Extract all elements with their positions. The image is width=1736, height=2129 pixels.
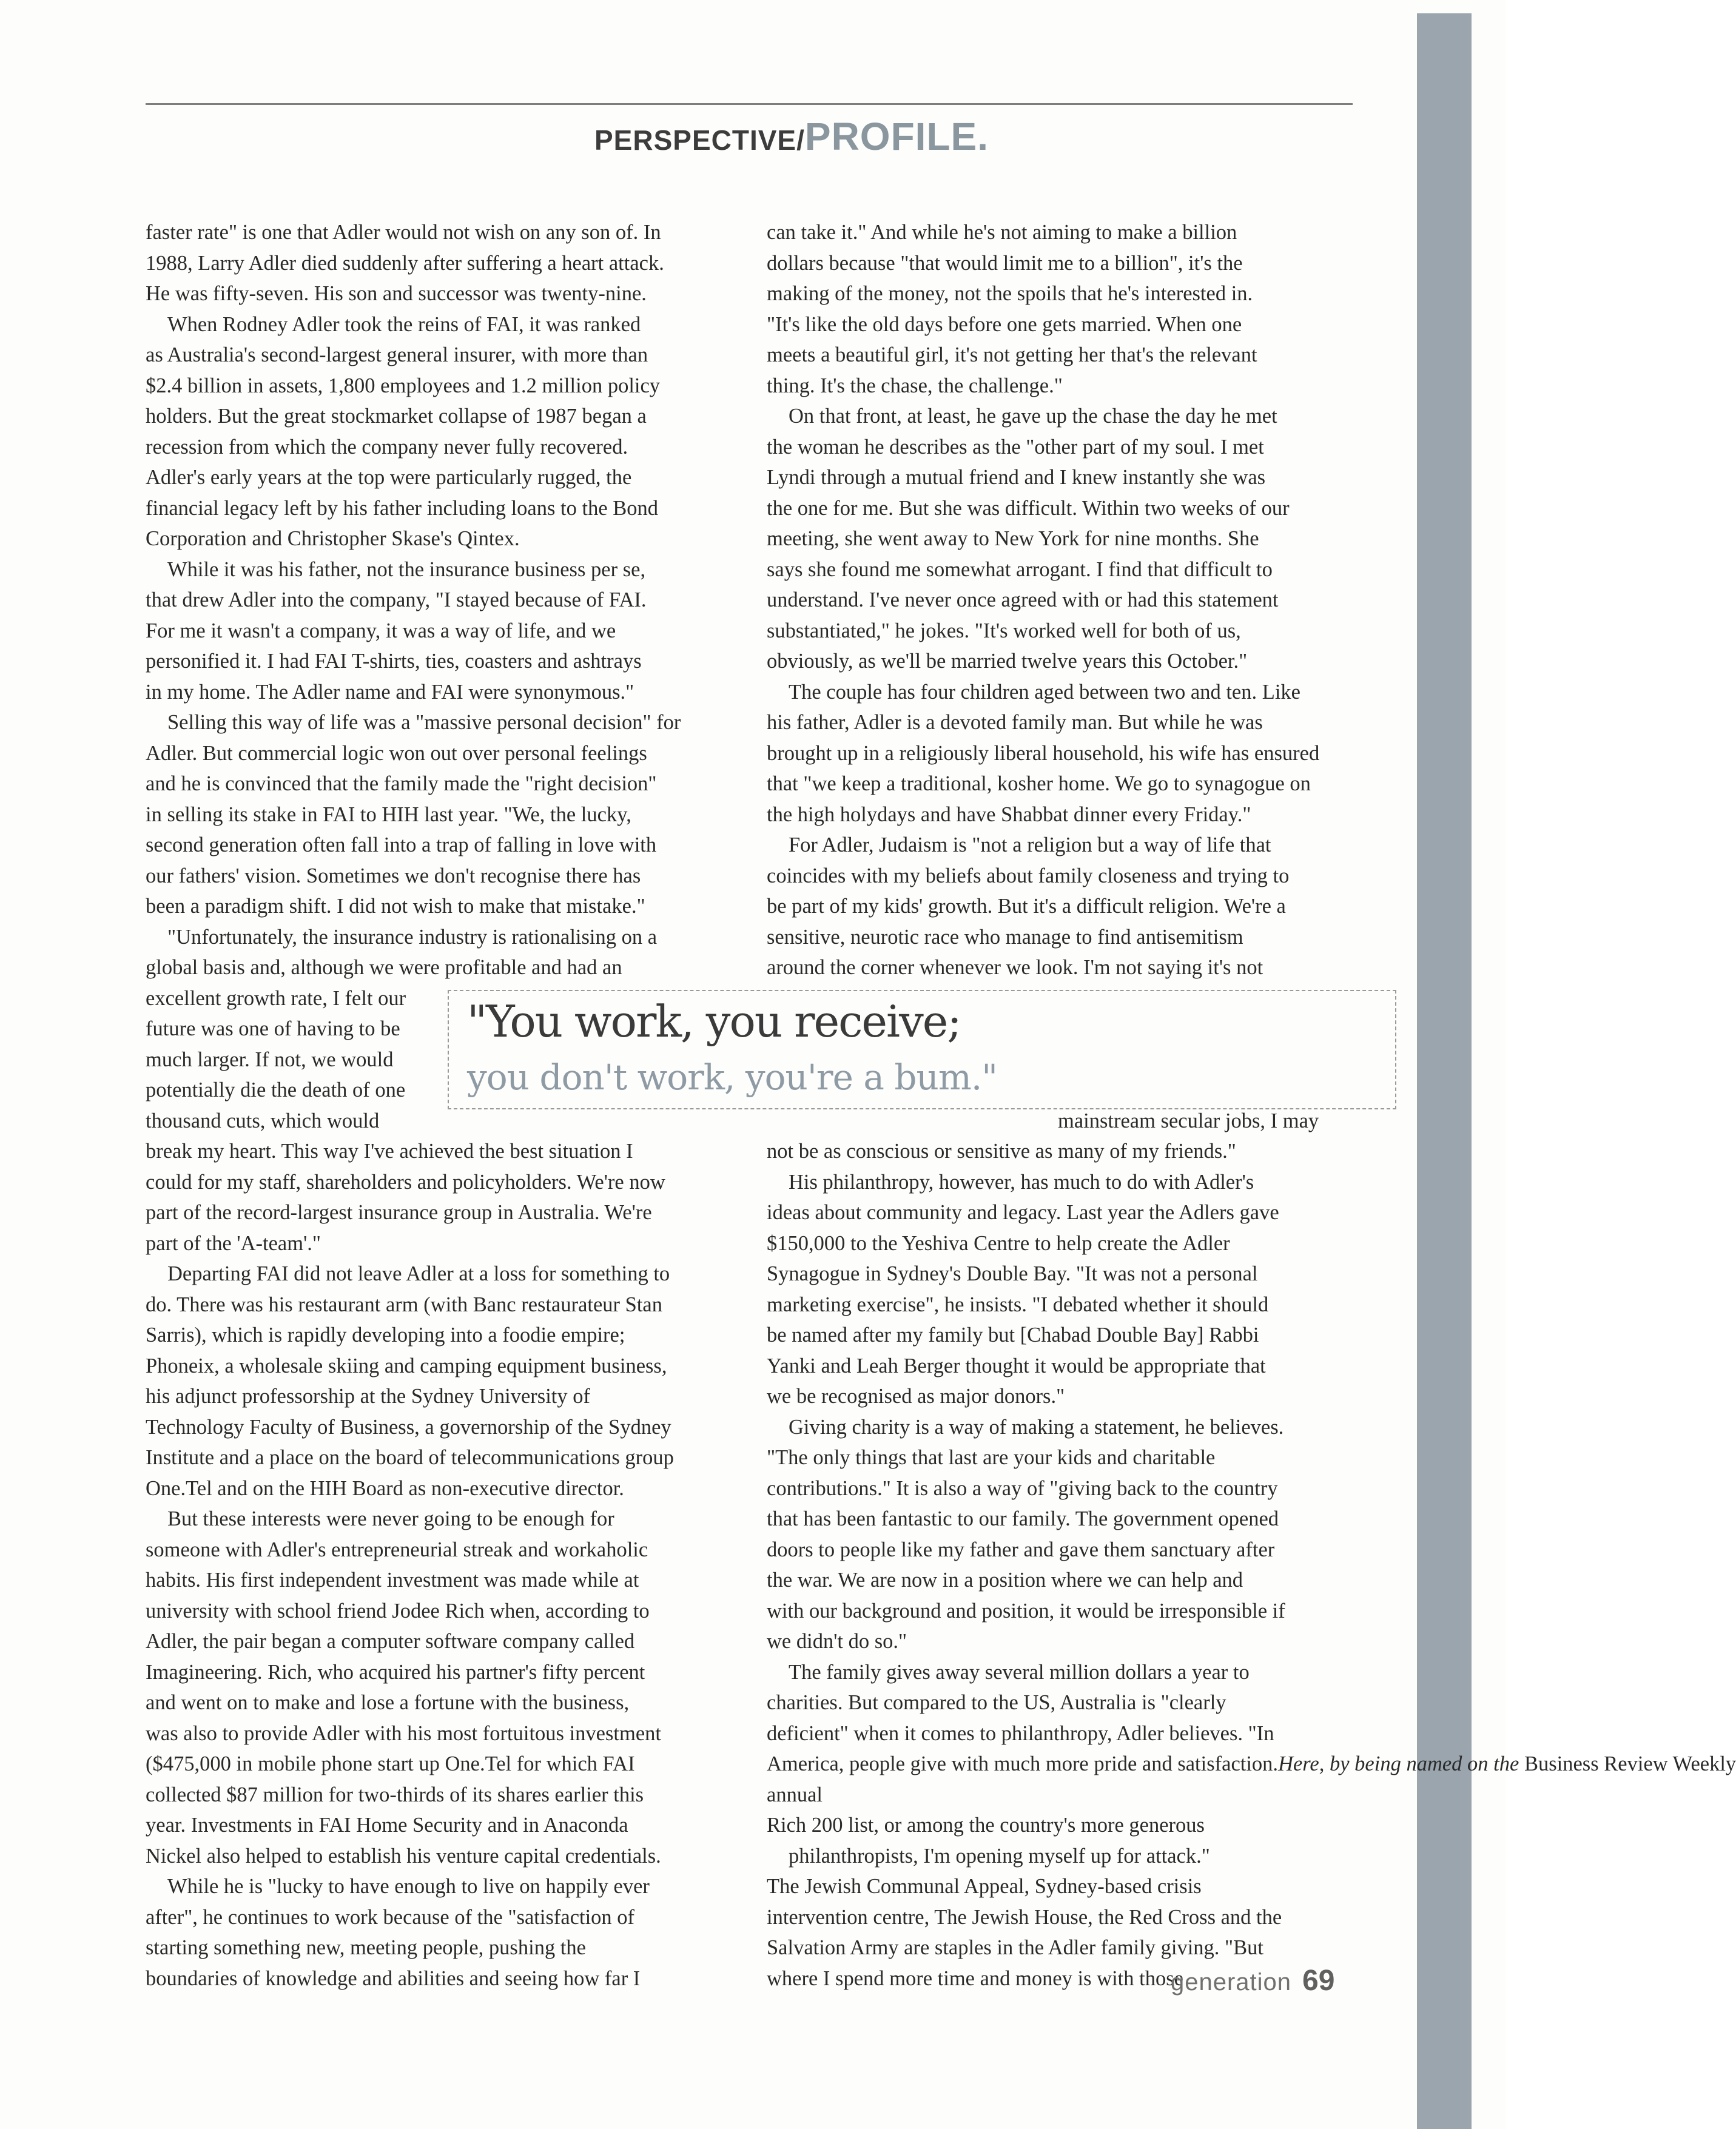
left-column-line: [146, 1106, 412, 1137]
text-run: global basis and, although we were profitable and had an: [146, 956, 622, 979]
right-column-line: [767, 340, 1343, 371]
text-run: that has been fantastic to our family. The government opened: [767, 1507, 1279, 1530]
text-run: The Jewish Communal Appeal, Sydney-based crisis: [767, 1875, 1202, 1898]
text-run: understand. I've never once agreed with or had this statement: [767, 588, 1279, 611]
text-run: Selling this way of life was a "massive personal decision" for: [167, 711, 681, 734]
right-column-line: [767, 677, 1343, 708]
right-column-line: [767, 799, 1343, 830]
text-run: can take it." And while he's not aiming to make a billion: [767, 221, 1237, 244]
left-column-line: [146, 1932, 718, 1963]
text-run: His philanthropy, however, has much to do with Adler's: [789, 1170, 1254, 1194]
text-run: While it was his father, not the insurance business per se,: [167, 557, 646, 581]
text-run: Synagogue in Sydney's Double Bay. "It was not a personal: [767, 1262, 1258, 1285]
text-run: part of the 'A-team'.": [146, 1231, 321, 1255]
left-column-line: [146, 1504, 718, 1535]
pull-quote-line-1: "You work, you receive;: [467, 996, 961, 1047]
text-run: and he is convinced that the family made the "right decision": [146, 772, 657, 795]
text-run: "The only things that last are your kids and charitable: [767, 1446, 1216, 1469]
text-run: in selling its stake in FAI to HIH last year. "We, the lucky,: [146, 802, 631, 826]
left-column-line: [146, 861, 718, 892]
left-column-line: [146, 1871, 718, 1902]
left-column-line: [146, 248, 718, 279]
right-column-line: [767, 1442, 1343, 1473]
page-number: 69: [1302, 1965, 1335, 1997]
left-column-line: [146, 1687, 718, 1718]
text-run: Phoneix, a wholesale skiing and camping equipment business,: [146, 1354, 667, 1377]
text-run: year. Investments in FAI Home Security and in Anaconda: [146, 1814, 628, 1837]
right-column-line: [767, 1106, 1343, 1137]
right-column-line: [767, 1871, 1343, 1902]
text-run: could for my staff, shareholders and policyholders. We're now: [146, 1170, 665, 1194]
right-column-line: [767, 1565, 1343, 1596]
text-run: Nickel also helped to establish his venture capital credentials.: [146, 1844, 661, 1868]
right-column-line: [767, 1626, 1343, 1657]
right-column-line: [767, 1749, 1736, 1780]
text-run: his adjunct professorship at the Sydney University of: [146, 1385, 591, 1408]
text-run: someone with Adler's entrepreneurial streak and workaholic: [146, 1538, 648, 1561]
right-column-line: [767, 769, 1343, 799]
right-column-line: [767, 1136, 1343, 1167]
text-run: Adler, the pair began a computer software company called: [146, 1630, 635, 1653]
right-column-line: [767, 1167, 1343, 1198]
right-column-line: [767, 1780, 1343, 1811]
left-column-line: [146, 1718, 718, 1749]
right-column-line: [767, 554, 1343, 585]
text-run: break my heart. This way I've achieved the best situation I: [146, 1140, 633, 1163]
text-run: our fathers' vision. Sometimes we don't recognise there has: [146, 864, 641, 887]
text-run: thing. It's the chase, the challenge.": [767, 374, 1063, 397]
left-column-line: [146, 1014, 412, 1044]
publication-title: Here, by being named on the: [1278, 1752, 1524, 1775]
left-column-line: [146, 1626, 718, 1657]
text-run: meeting, she went away to New York for nine months. She: [767, 527, 1259, 550]
text-run: been a paradigm shift. I did not wish to make that mistake.": [146, 895, 645, 918]
right-column-line: [767, 707, 1343, 738]
text-run: we didn't do so.": [767, 1630, 907, 1653]
left-column-line: [146, 1044, 412, 1075]
left-column-line: [146, 983, 412, 1014]
left-column-line: [146, 891, 718, 922]
left-column-line: [146, 1841, 718, 1872]
text-run: obviously, as we'll be married twelve years this October.": [767, 650, 1248, 673]
text-run: For Adler, Judaism is "not a religion but a way of life that: [789, 833, 1271, 856]
right-column-line: [767, 1657, 1343, 1688]
text-run: $2.4 billion in assets, 1,800 employees and 1.2 million policy: [146, 374, 661, 397]
left-column-line: [146, 1749, 718, 1780]
section-header: [594, 114, 989, 159]
text-run: charities. But compared to the US, Australia is "clearly: [767, 1691, 1226, 1714]
left-column-line: [146, 585, 718, 616]
left-column-line: [146, 1473, 718, 1504]
text-run: thousand cuts, which would: [146, 1109, 380, 1132]
text-run: future was one of having to be: [146, 1017, 400, 1040]
left-column-line: [146, 1320, 718, 1351]
right-column-line: [767, 1596, 1343, 1627]
left-column-line: [146, 371, 718, 402]
text-run: substantiated," he jokes. "It's worked well for both of us,: [767, 619, 1241, 642]
text-run: ($475,000 in mobile phone start up One.Tel for which FAI: [146, 1752, 635, 1775]
text-run: Rich 200 list, or among the country's more generous: [767, 1814, 1205, 1837]
left-column-line: [146, 1228, 718, 1259]
left-column-line: [146, 340, 718, 371]
text-run: second generation often fall into a trap of falling in love with: [146, 833, 657, 856]
left-column-line: [146, 1351, 718, 1382]
right-column-line: [767, 371, 1343, 402]
right-column-line: [767, 861, 1343, 892]
left-column-line: [146, 1442, 718, 1473]
right-column-line: [767, 1351, 1343, 1382]
left-column-line: [146, 952, 718, 983]
magazine-name: generation: [1171, 1969, 1292, 1996]
right-column-line: [767, 1290, 1343, 1320]
right-column-line: [767, 1718, 1343, 1749]
left-column-line: [146, 1197, 718, 1228]
right-column-line: [767, 585, 1343, 616]
text-run: the woman he describes as the "other part of my soul. I met: [767, 435, 1264, 459]
text-run: potentially die the death of one: [146, 1078, 406, 1101]
text-run: that "we keep a traditional, kosher home. We go to synagogue on: [767, 772, 1311, 795]
header-rule: [146, 103, 1353, 105]
text-run: that drew Adler into the company, "I stayed because of FAI.: [146, 588, 647, 611]
right-column-line: [767, 1535, 1343, 1566]
text-run: holders. But the great stockmarket collapse of 1987 began a: [146, 405, 647, 428]
right-column-line: [767, 891, 1343, 922]
text-run: America, people give with much more pride and satisfaction.: [767, 1752, 1279, 1775]
left-column-line: [146, 493, 718, 524]
left-column-line: [146, 922, 718, 953]
text-run: "Unfortunately, the insurance industry is rationalising on a: [167, 925, 658, 949]
text-run: philanthropists, I'm opening myself up for attack.": [789, 1844, 1210, 1868]
right-column-line: [767, 1810, 1343, 1841]
left-column-line: [146, 1902, 718, 1933]
left-column-line: [146, 1381, 718, 1412]
left-column-line: [146, 278, 718, 309]
text-run: meets a beautiful girl, it's not getting her that's the relevant: [767, 343, 1257, 366]
text-run: He was fifty-seven. His son and successor was twenty-nine.: [146, 282, 647, 305]
text-run: after", he continues to work because of the "satisfaction of: [146, 1905, 635, 1929]
text-run: be named after my family but [Chabad Double Bay] Rabbi: [767, 1323, 1259, 1347]
text-run: where I spend more time and money is with those: [767, 1966, 1183, 1990]
left-column-line: [146, 1412, 718, 1443]
text-run: brought up in a religiously liberal household, his wife has ensured: [767, 741, 1320, 765]
text-run: collected $87 million for two-thirds of its shares earlier this: [146, 1783, 644, 1806]
left-column-line: [146, 616, 718, 647]
text-run: starting something new, meeting people, pushing the: [146, 1936, 586, 1959]
text-run: The family gives away several million dollars a year to: [789, 1660, 1250, 1684]
text-run: making of the money, not the spoils that he's interested in.: [767, 282, 1253, 305]
left-column-line: [146, 432, 718, 463]
right-column-line: [767, 1902, 1343, 1933]
text-run: annual: [767, 1783, 823, 1806]
text-run: not be as conscious or sensitive as many of my friends.": [767, 1140, 1236, 1163]
text-run: ideas about community and legacy. Last year the Adlers gave: [767, 1201, 1279, 1224]
text-run: Business Review Weekly: [1524, 1752, 1736, 1775]
text-run: contributions." It is also a way of "giving back to the country: [767, 1476, 1278, 1500]
text-run: boundaries of knowledge and abilities and seeing how far I: [146, 1966, 641, 1990]
right-column-line: [767, 462, 1343, 493]
text-run: Imagineering. Rich, who acquired his partner's fifty percent: [146, 1660, 645, 1684]
right-column-line: [767, 248, 1343, 279]
text-run: university with school friend Jodee Rich when, according to: [146, 1599, 650, 1623]
text-run: his father, Adler is a devoted family man. But while he was: [767, 711, 1263, 734]
text-run: habits. His first independent investment was made while at: [146, 1569, 639, 1592]
text-run: Lyndi through a mutual friend and I knew instantly she was: [767, 466, 1266, 489]
left-column-line: [146, 309, 718, 340]
right-column-line: [767, 952, 1343, 983]
text-run: in my home. The Adler name and FAI were synonymous.": [146, 680, 634, 704]
right-column-line: [767, 278, 1343, 309]
text-run: Adler. But commercial logic won out over personal feelings: [146, 741, 647, 765]
right-column-line: [767, 217, 1343, 248]
section-label: PERSPECTIVE/: [594, 124, 805, 156]
pull-quote-line-2: you don't work, you're a bum.": [467, 1057, 997, 1098]
text-run: $150,000 to the Yeshiva Centre to help create the Adler: [767, 1231, 1230, 1255]
right-column-line: [767, 432, 1343, 463]
left-column-line: [146, 1596, 718, 1627]
page-footer: [1171, 1964, 1334, 1997]
text-run: mainstream secular jobs, I may: [1058, 1109, 1319, 1132]
text-run: with our background and position, it would be irresponsible if: [767, 1599, 1285, 1623]
right-column: [767, 217, 1736, 2006]
text-run: coincides with my beliefs about family closeness and trying to: [767, 864, 1290, 887]
right-column-line: [767, 1228, 1343, 1259]
right-column-line: [767, 523, 1343, 554]
left-column-line: [146, 1136, 718, 1167]
right-column-line: [767, 493, 1343, 524]
text-run: Sarris), which is rapidly developing into a foodie empire;: [146, 1323, 625, 1347]
pull-quote: [448, 990, 1396, 1109]
text-run: be part of my kids' growth. But it's a difficult religion. We're a: [767, 895, 1286, 918]
text-run: While he is "lucky to have enough to live on happily ever: [167, 1875, 650, 1898]
left-column-line: [146, 1290, 718, 1320]
right-column-line: [767, 1932, 1343, 1963]
text-run: intervention centre, The Jewish House, the Red Cross and the: [767, 1905, 1282, 1929]
text-run: financial legacy left by his father including loans to the Bond: [146, 496, 659, 520]
left-column-line: [146, 707, 718, 738]
text-run: Adler's early years at the top were particularly rugged, the: [146, 466, 632, 489]
left-column-line: [146, 554, 718, 585]
right-column-line: [767, 616, 1343, 647]
left-column-line: [146, 1259, 718, 1290]
text-run: sensitive, neurotic race who manage to find antisemitism: [767, 925, 1243, 949]
left-column-line: [146, 1535, 718, 1566]
text-run: around the corner whenever we look. I'm not saying it's not: [767, 956, 1263, 979]
right-column-line: [767, 1320, 1343, 1351]
left-column-line: [146, 1167, 718, 1198]
subsection-label: PROFILE.: [804, 115, 989, 158]
text-run: says she found me somewhat arrogant. I find that difficult to: [767, 557, 1273, 581]
left-column-line: [146, 401, 718, 432]
text-run: was also to provide Adler with his most fortuitous investment: [146, 1721, 661, 1745]
left-column-line: [146, 677, 718, 708]
text-run: 1988, Larry Adler died suddenly after suffering a heart attack.: [146, 251, 664, 275]
text-run: Technology Faculty of Business, a governorship of the Sydney: [146, 1415, 671, 1439]
text-run: the high holydays and have Shabbat dinner every Friday.": [767, 802, 1251, 826]
right-column-line: [767, 1381, 1343, 1412]
text-run: Departing FAI did not leave Adler at a loss for something to: [167, 1262, 670, 1285]
text-run: deficient" when it comes to philanthropy, Adler believes. "In: [767, 1721, 1274, 1745]
right-column-line: [767, 1841, 1343, 1872]
left-column: [146, 217, 718, 2006]
right-column-line: [767, 738, 1343, 769]
text-run: the one for me. But she was difficult. Within two weeks of our: [767, 496, 1290, 520]
right-column-line: [767, 1687, 1343, 1718]
text-run: we be recognised as major donors.": [767, 1385, 1065, 1408]
left-column-line: [146, 1657, 718, 1688]
text-run: The couple has four children aged between two and ten. Like: [789, 680, 1300, 704]
left-column-line: [146, 1075, 412, 1106]
text-run: doors to people like my father and gave them sanctuary after: [767, 1538, 1275, 1561]
right-column-line: [767, 646, 1343, 677]
right-column-line: [767, 1504, 1343, 1535]
left-column-line: [146, 1963, 718, 1994]
right-column-line: [767, 1197, 1343, 1228]
text-run: Giving charity is a way of making a statement, he believes.: [789, 1415, 1284, 1439]
text-run: One.Tel and on the HIH Board as non-executive director.: [146, 1476, 624, 1500]
text-run: part of the record-largest insurance group in Australia. We're: [146, 1201, 652, 1224]
text-run: Corporation and Christopher Skase's Qintex.: [146, 527, 520, 550]
right-column-line: [767, 1259, 1343, 1290]
left-column-line: [146, 1780, 718, 1811]
text-run: as Australia's second-largest general insurer, with more than: [146, 343, 648, 366]
text-run: and went on to make and lose a fortune with the business,: [146, 1691, 630, 1714]
right-column-line: [767, 1412, 1343, 1443]
left-column-line: [146, 738, 718, 769]
text-run: the war. We are now in a position where we can help and: [767, 1569, 1243, 1592]
right-column-line: [767, 830, 1343, 861]
left-column-line: [146, 523, 718, 554]
left-column-line: [146, 462, 718, 493]
left-column-line: [146, 830, 718, 861]
text-run: On that front, at least, he gave up the chase the day he met: [789, 405, 1277, 428]
right-column-line: [767, 401, 1343, 432]
text-run: excellent growth rate, I felt our: [146, 986, 406, 1010]
text-run: When Rodney Adler took the reins of FAI, it was ranked: [167, 312, 641, 336]
text-run: much larger. If not, we would: [146, 1048, 394, 1071]
text-run: personified it. I had FAI T-shirts, ties, coasters and ashtrays: [146, 650, 642, 673]
text-run: marketing exercise", he insists. "I debated whether it should: [767, 1293, 1269, 1316]
left-column-line: [146, 646, 718, 677]
text-run: For me it wasn't a company, it was a way of life, and we: [146, 619, 616, 642]
right-column-line: [767, 1473, 1343, 1504]
left-column-line: [146, 799, 718, 830]
right-column-line: [767, 309, 1343, 340]
text-run: Salvation Army are staples in the Adler family giving. "But: [767, 1936, 1263, 1959]
text-run: do. There was his restaurant arm (with Banc restaurateur Stan: [146, 1293, 662, 1316]
text-run: "It's like the old days before one gets married. When one: [767, 312, 1242, 336]
left-column-line: [146, 1810, 718, 1841]
page-edge-bar: [1417, 13, 1472, 2129]
right-column-line: [767, 922, 1343, 953]
text-run: faster rate" is one that Adler would not wish on any son of. In: [146, 221, 661, 244]
text-run: But these interests were never going to be enough for: [167, 1507, 614, 1530]
text-run: Yanki and Leah Berger thought it would be appropriate that: [767, 1354, 1266, 1377]
text-run: dollars because "that would limit me to a billion", it's the: [767, 251, 1243, 275]
left-column-line: [146, 769, 718, 799]
text-run: recession from which the company never fully recovered.: [146, 435, 628, 459]
left-column-line: [146, 1565, 718, 1596]
left-column-line: [146, 217, 718, 248]
text-run: Institute and a place on the board of telecommunications group: [146, 1446, 674, 1469]
